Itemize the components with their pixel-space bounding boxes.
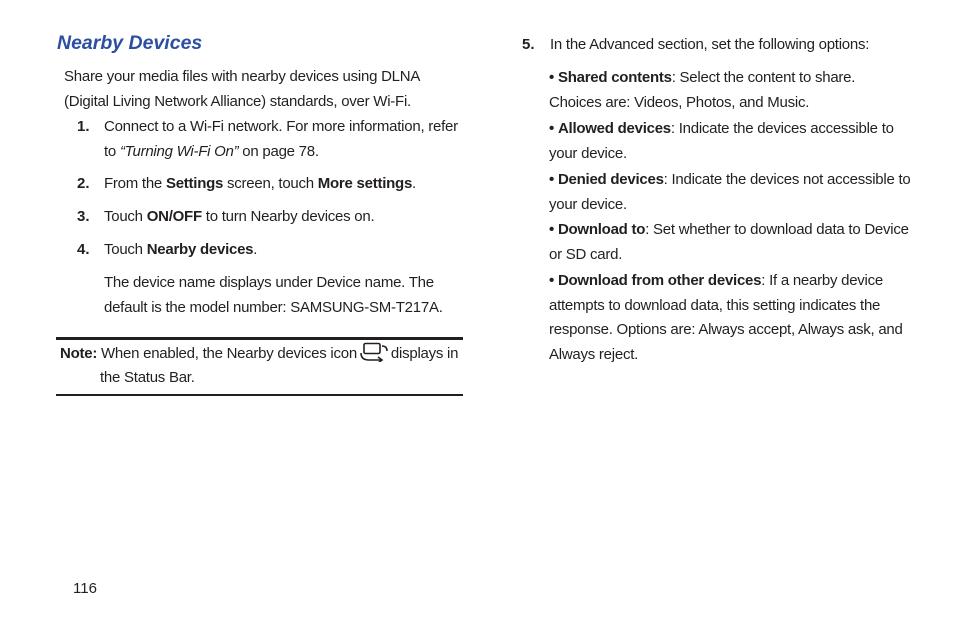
note-top-rule — [56, 337, 463, 340]
step-4-number: 4. — [77, 241, 90, 258]
step-5-text: In the Advanced section, set the following options: — [550, 36, 870, 53]
bullet-download-from-other-devices: • Download from other devices: If a nearby device attempts to download data, this setting indicates the response. Options are: Always accept, Always ask, and Always reject. — [549, 272, 903, 363]
bullet-download-to: • Download to: Set whether to download data to Device or SD card. — [549, 221, 909, 263]
step-2-text: From the Settings screen, touch More settings. — [104, 175, 416, 192]
section-heading: Nearby Devices — [57, 32, 203, 54]
page-number: 116 — [73, 580, 97, 597]
note-bottom-rule — [56, 394, 463, 396]
bullet-denied-devices: • Denied devices: Indicate the devices not accessible to your device. — [549, 171, 911, 213]
step-3-text: Touch ON/OFF to turn Nearby devices on. — [104, 208, 375, 225]
step-4-detail: The device name displays under Device name. The default is the model number: SAMSUNG-SM-T217A. — [104, 274, 443, 316]
bullet-allowed-devices: • Allowed devices: Indicate the devices accessible to your device. — [549, 120, 894, 162]
note-line-1: Note: When enabled, the Nearby devices icon displays in — [60, 342, 465, 371]
wifi-reference-link: “Turning Wi-Fi On” — [119, 142, 239, 160]
step-5-number: 5. — [522, 36, 535, 53]
intro-paragraph: Share your media files with nearby devices using DLNA (Digital Living Network Alliance) standards, over Wi-Fi. — [64, 68, 420, 110]
step-2-number: 2. — [77, 175, 90, 192]
note-line-2: the Status Bar. — [100, 369, 195, 386]
step-4-text: Touch Nearby devices. — [104, 241, 258, 258]
note-label: Note: — [60, 345, 98, 362]
step-3-number: 3. — [77, 208, 90, 225]
step-1-number: 1. — [77, 118, 90, 135]
bullet-shared-contents: • Shared contents: Select the content to share. Choices are: Videos, Photos, and Music. — [549, 69, 856, 111]
step-1-text: Connect to a Wi-Fi network. For more information, refer to “Turning Wi-Fi On” on page 78. — [104, 118, 458, 160]
